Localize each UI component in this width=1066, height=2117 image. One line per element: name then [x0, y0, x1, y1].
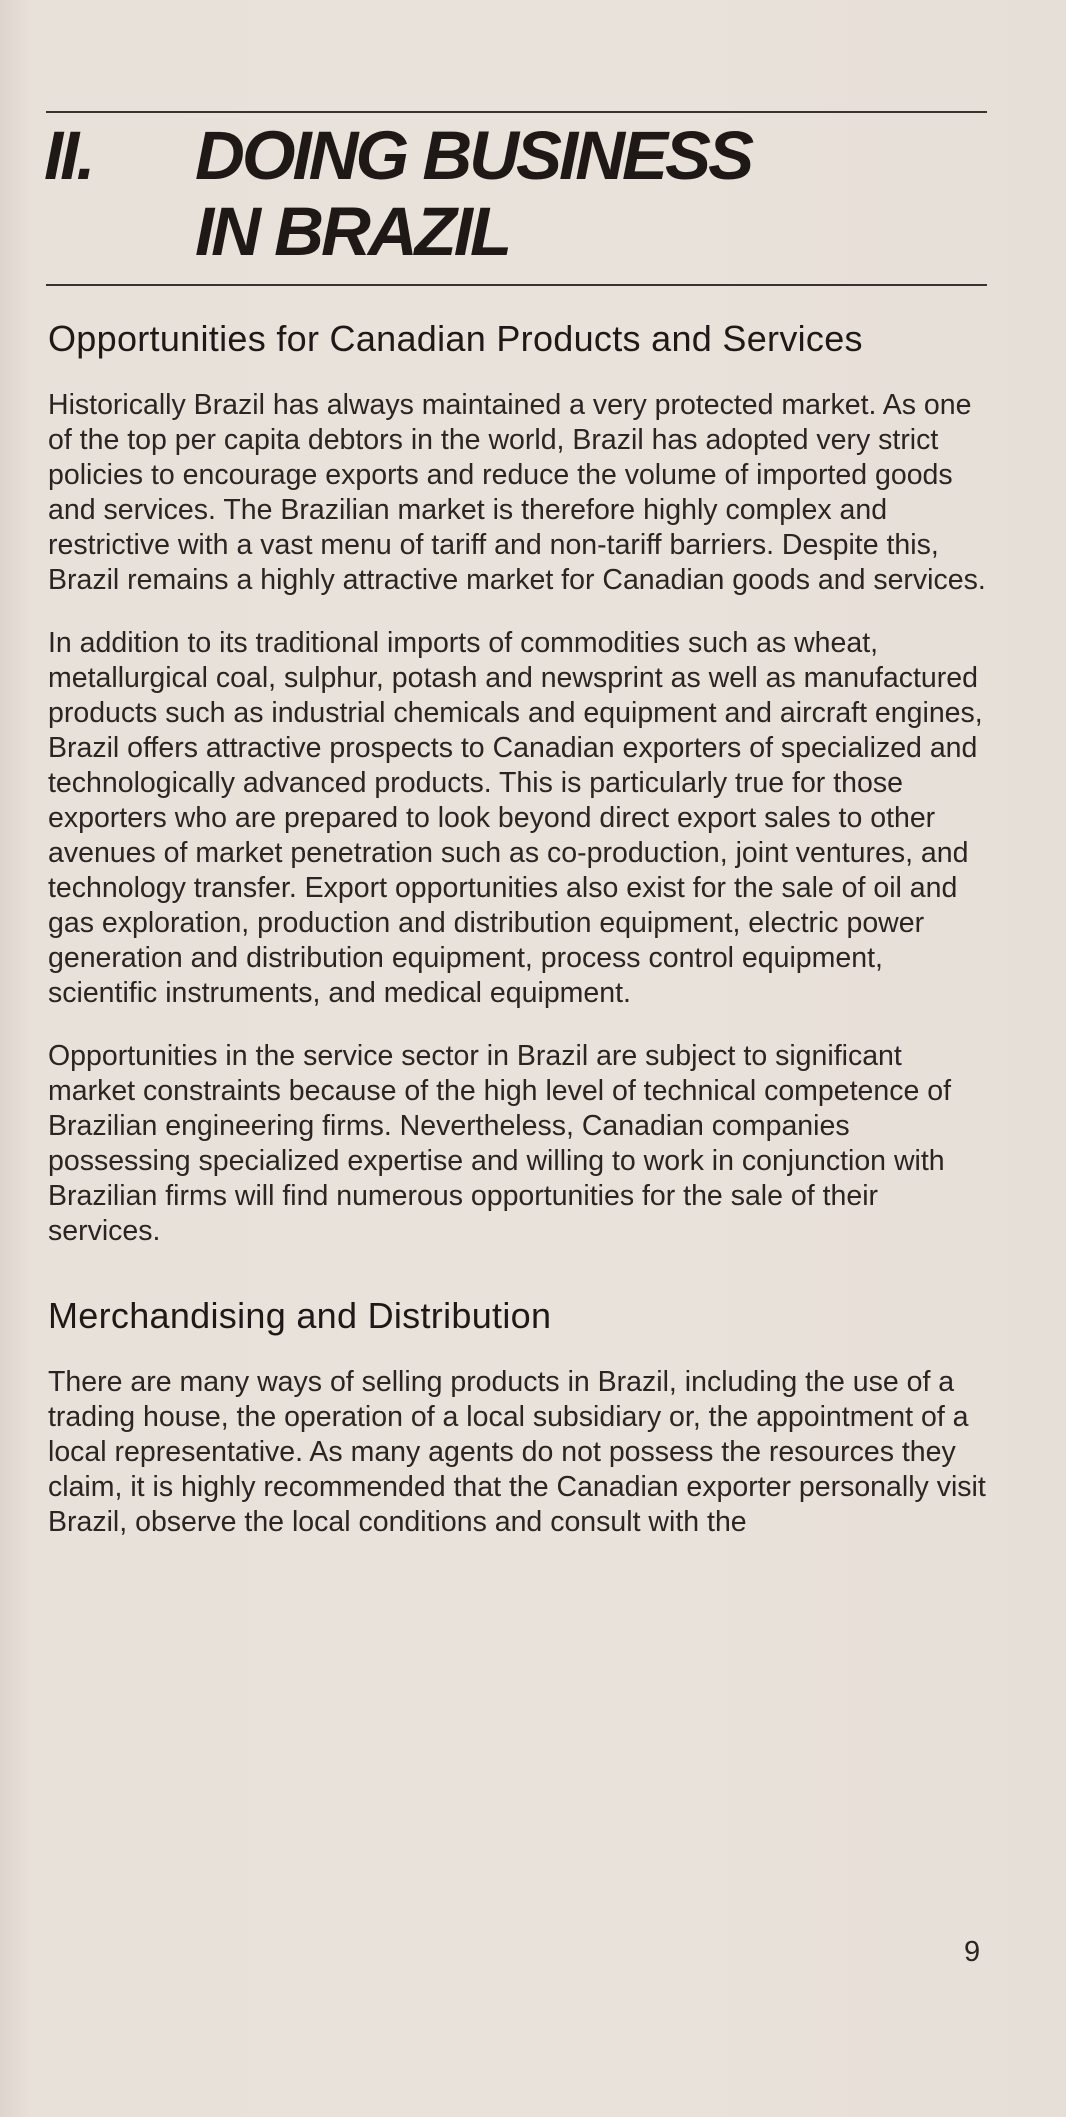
section-heading: Opportunities for Canadian Products and Services [48, 318, 863, 359]
chapter-title [44, 118, 751, 270]
chapter-title-line1: DOING BUSINESS [195, 117, 752, 194]
section-heading: Merchandising and Distribution [48, 1295, 552, 1336]
paragraph: Historically Brazil has always maintained a very protected market. As one of the top per capita debtors in the world, Brazil has adopted very strict policies to encourage exports and reduce the volume of imported goods and services. The Brazilian market is therefore highly complex and restrictive with a vast menu of tariff and non-tariff barriers. Despite this, Brazil remains a highly attractive market for Canadian goods and services. [48, 389, 986, 596]
chapter-title-line2: IN BRAZIL [195, 193, 510, 270]
page-body [48, 318, 988, 1568]
bottom-rule [46, 284, 987, 286]
paragraph: Opportunities in the service sector in Brazil are subject to significant market constraints because of the high level of technical competence of Brazilian engineering firms. Nevertheless, Canadian companies possessing specialized expertise and willing to work in conjunction with Brazilian firms will find numerous opportunities for the sale of their services. [48, 1040, 952, 1247]
paragraph: In addition to its traditional imports of commodities such as wheat, metallurgical coal, sulphur, potash and newsprint as well as manufactured products such as industrial chemicals and equipment and aircraft engines, Brazil offers attractive prospects to Canadian exporters of specialized and technologically advanced products. This is particularly true for those exporters who are prepared to look beyond direct export sales to other avenues of market penetration such as co-production, joint ventures, and technology transfer. Export opportunities also exist for the sale of oil and gas exploration, production and distribution equipment, electric power generation and distribution equipment, process control equipment, scientific instruments, and medical equipment. [48, 627, 983, 1009]
page-number: 9 [964, 1936, 981, 1968]
section-opportunities [48, 318, 988, 1249]
section-merchandising [48, 1295, 988, 1540]
top-rule [46, 111, 987, 113]
paragraph: There are many ways of selling products in Brazil, including the use of a trading house, the operation of a local subsidiary or, the appointment of a local representative. As many agents do not possess the resources they claim, it is highly recommended that the Canadian exporter personally visit Brazil, observe the local conditions and consult with the [48, 1366, 986, 1538]
chapter-number: II. [44, 117, 93, 194]
